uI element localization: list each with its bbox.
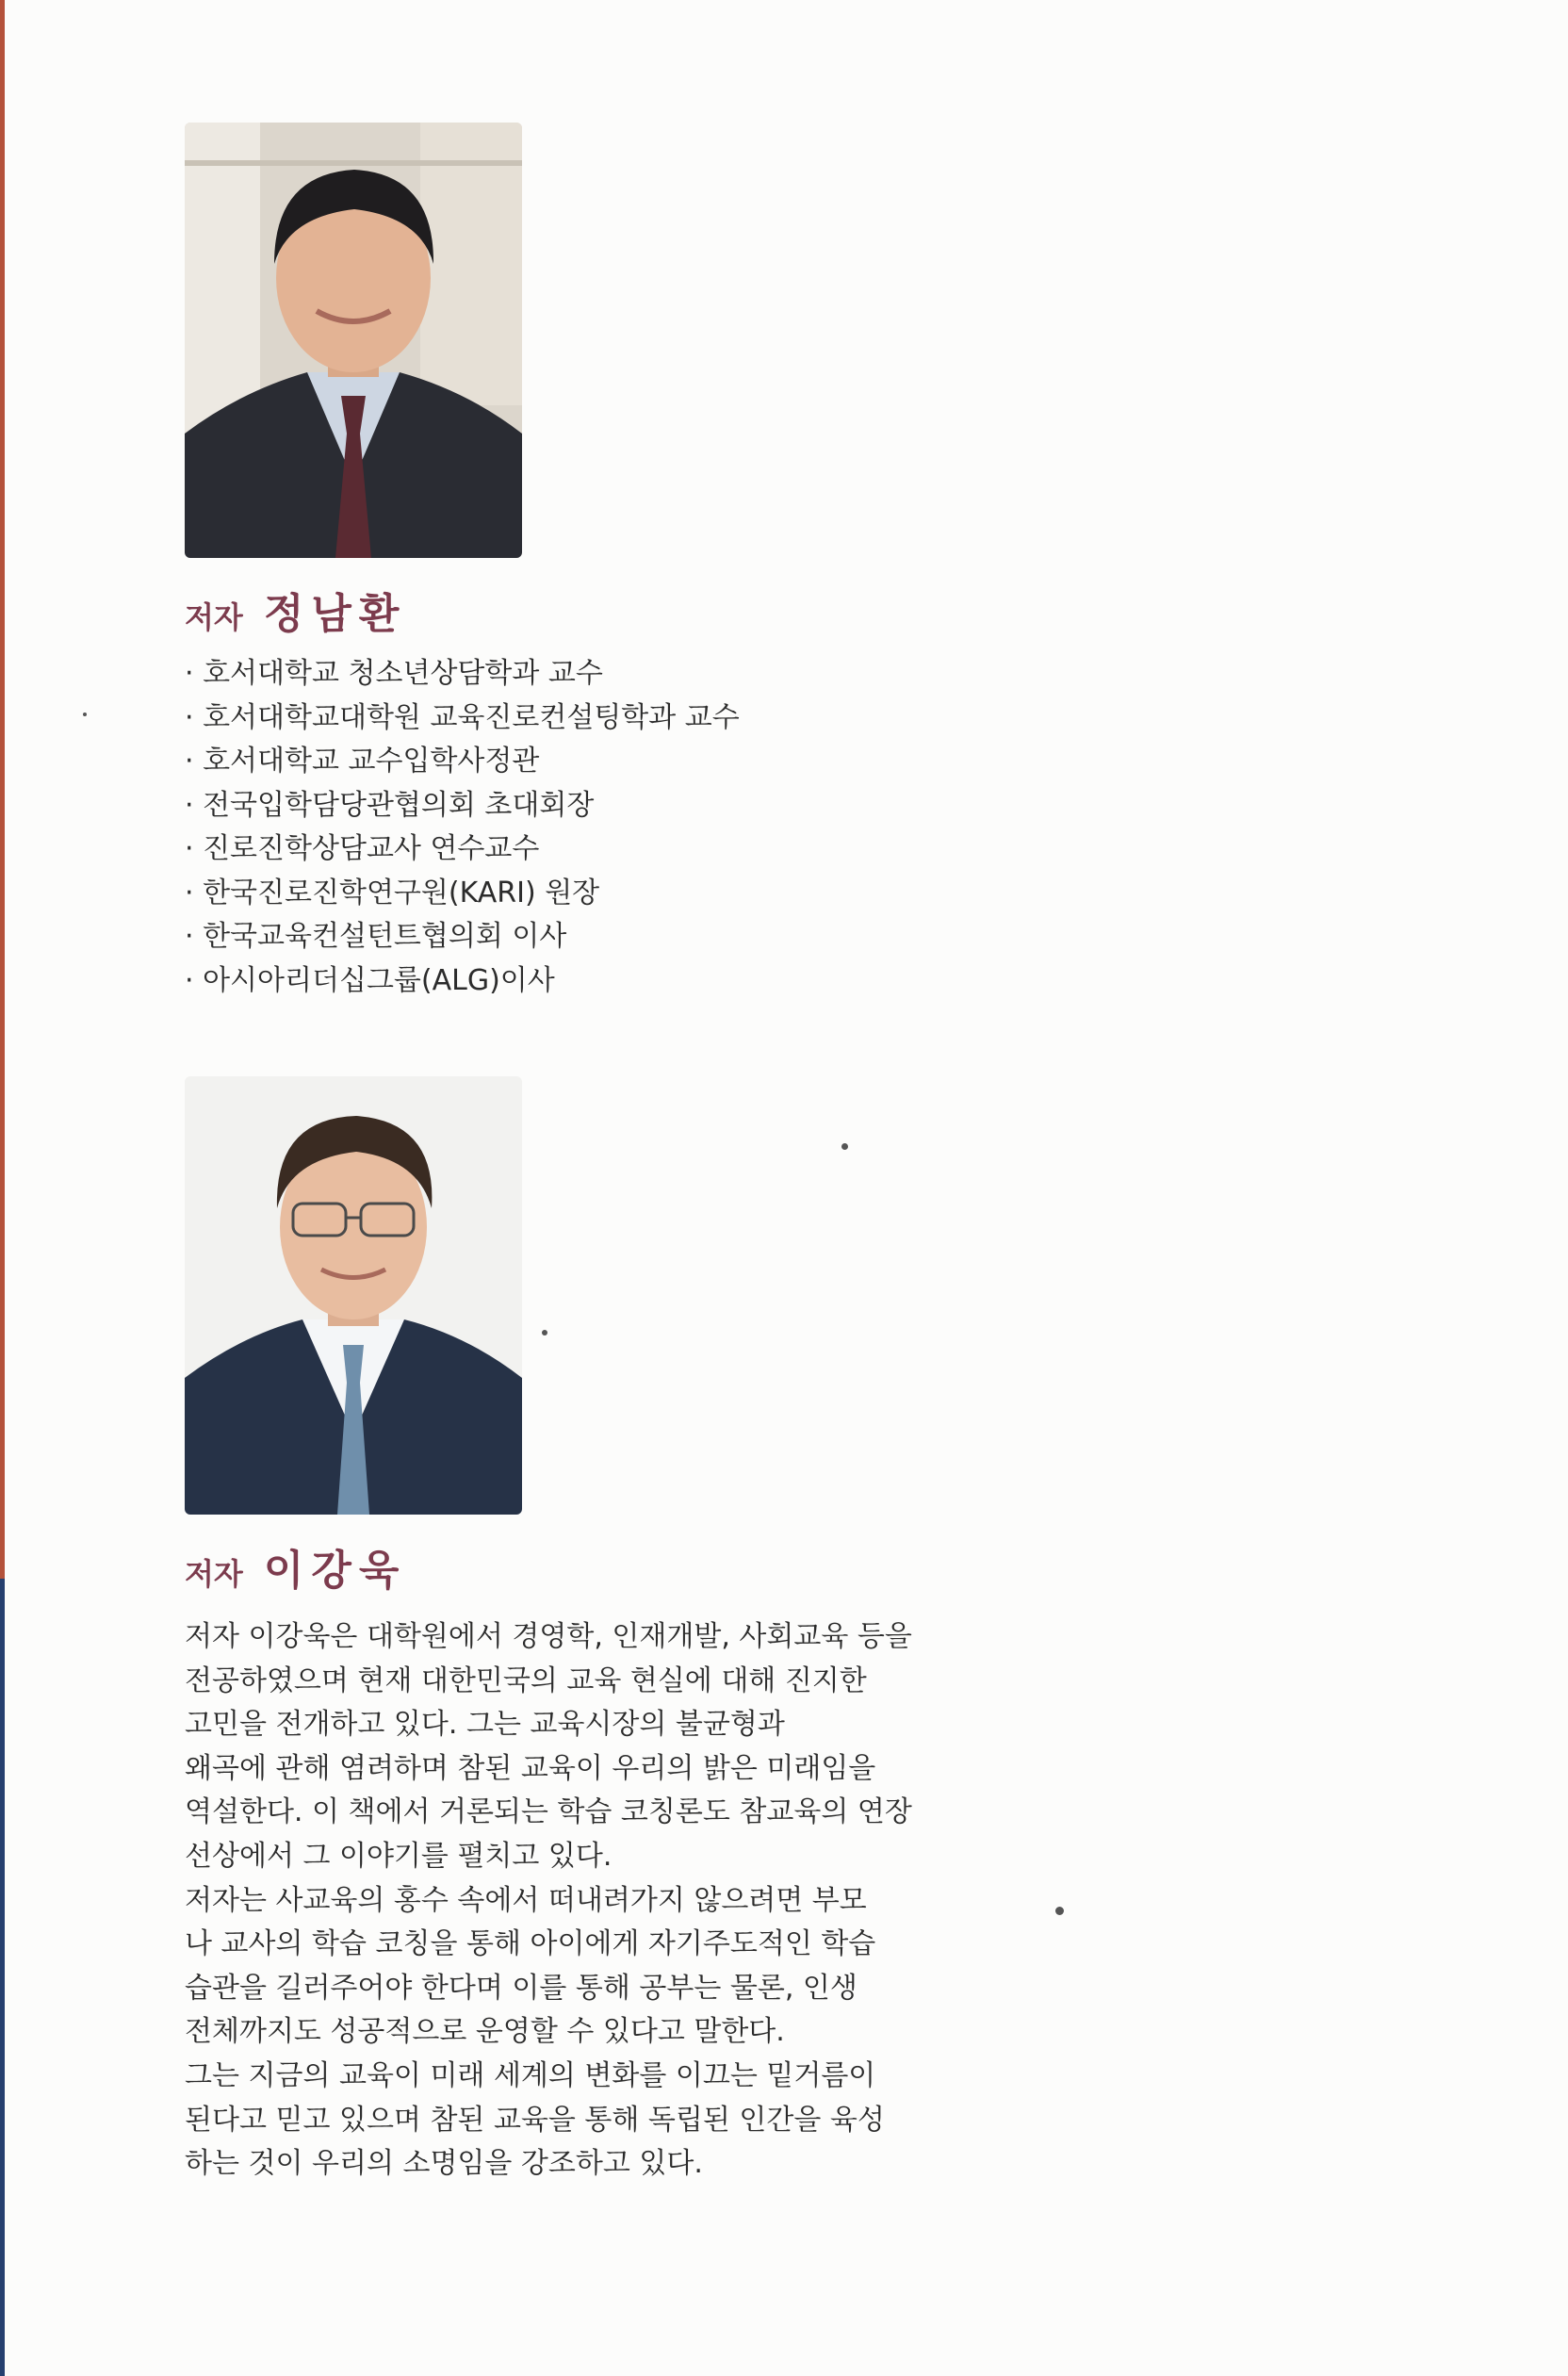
bio-line: 저자 이강욱은 대학원에서 경영학, 인재개발, 사회교육 등을 <box>185 1620 912 1653</box>
credential-item: · 한국교육컨설턴트협의회 이사 <box>185 920 567 953</box>
credential-item: · 진로진학상담교사 연수교수 <box>185 832 540 865</box>
scan-speck <box>83 713 87 716</box>
bio-line: 전공하였으며 현재 대한민국의 교육 현실에 대해 진지한 <box>185 1663 867 1697</box>
bio-line: 나 교사의 학습 코칭을 통해 아이에게 자기주도적인 학습 <box>185 1927 876 1961</box>
bio-line: 하는 것이 우리의 소명임을 강조하고 있다. <box>185 2147 703 2181</box>
bio-line: 전체까지도 성공적으로 운영할 수 있다고 말한다. <box>185 2015 785 2049</box>
author-name: 이강욱 <box>263 1547 407 1595</box>
bio-line: 된다고 믿고 있으며 참된 교육을 통해 독립된 인간을 육성 <box>185 2103 885 2137</box>
author-heading-2 <box>185 1536 406 1597</box>
bio-line: 고민을 전개하고 있다. 그는 교육시장의 불균형과 <box>185 1708 785 1742</box>
author-credentials-list <box>185 652 740 1003</box>
author-bio <box>185 1615 939 2187</box>
scan-speck <box>1055 1907 1064 1915</box>
credential-item: · 호서대학교대학원 교육진로컨설팅학과 교수 <box>185 700 740 734</box>
author-label: 저자 <box>185 1556 243 1592</box>
scan-speck <box>841 1143 848 1150</box>
bio-line: 습관을 길러주어야 한다며 이를 통해 공부는 물론, 인생 <box>185 1971 858 2005</box>
bio-line: 왜곡에 관해 염려하며 참된 교육이 우리의 밝은 미래임을 <box>185 1751 876 1785</box>
author-photo-jeong-nam-hwan <box>185 123 522 558</box>
author-name: 정남환 <box>263 590 407 638</box>
scan-speck <box>542 1330 547 1335</box>
bio-line: 선상에서 그 이야기를 펼치고 있다. <box>185 1839 612 1873</box>
bio-line: 저자는 사교육의 홍수 속에서 떠내려가지 않으려면 부모 <box>185 1883 867 1917</box>
bio-line: 그는 지금의 교육이 미래 세계의 변화를 이끄는 밑거름이 <box>185 2058 876 2092</box>
cover-spine-top <box>0 0 5 1579</box>
bio-line: 역설한다. 이 책에서 거론되는 학습 코칭론도 참교육의 연장 <box>185 1795 912 1829</box>
credential-item: · 호서대학교 청소년상담학과 교수 <box>185 657 603 690</box>
credential-item: · 아시아리더십그룹(ALG)이사 <box>185 963 555 997</box>
credential-item: · 한국진로진학연구원(KARI) 원장 <box>185 876 600 909</box>
author-photo-lee-kang-wook <box>185 1076 522 1515</box>
credential-item: · 호서대학교 교수입학사정관 <box>185 745 540 778</box>
credential-item: · 전국입학담당관협의회 초대회장 <box>185 788 595 822</box>
cover-spine-bottom <box>0 1579 5 2376</box>
author-heading-1 <box>185 580 406 640</box>
author-label: 저자 <box>185 599 243 635</box>
